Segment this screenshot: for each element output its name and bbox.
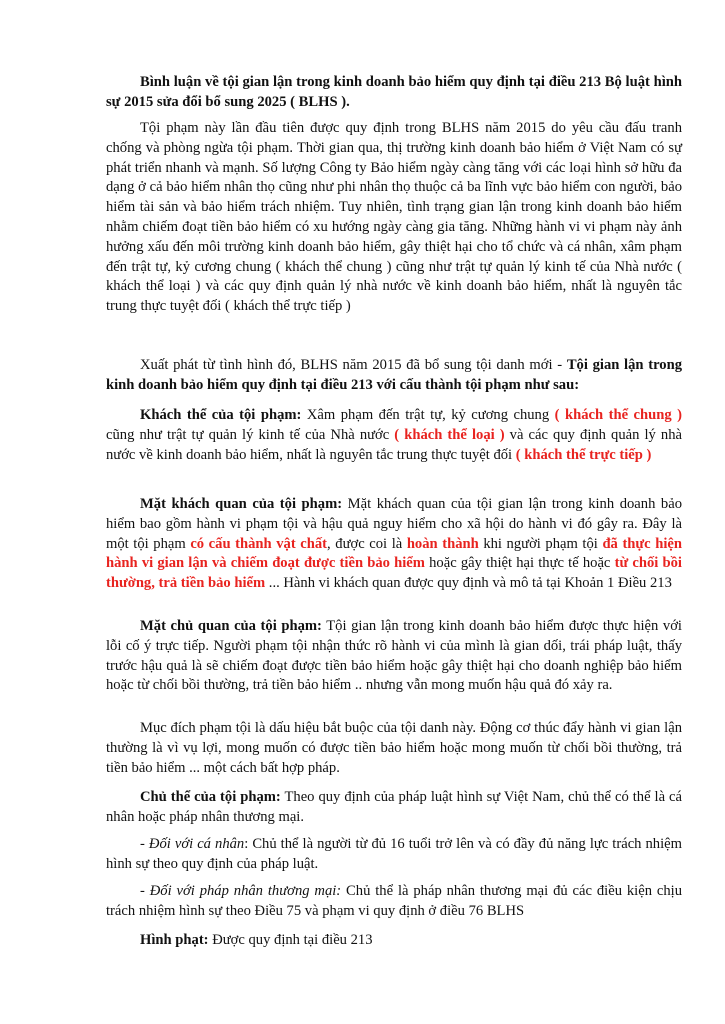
p4-t1: Mặt khách quan của tội gian lận trong kinh doanh bảo hiểm bao gồm hành vi phạm tội và hậu quả nguy hiểm cho xã hội do hành vi đó gây ra. Đây là một tội phạm: [106, 496, 682, 552]
p4-r3: đã thực hiện hành vi gian lận và chiếm đoạt được tiền bảo hiểm: [106, 535, 683, 572]
paragraph-individual: [106, 835, 682, 875]
penalty-label: Hình phạt:: [140, 932, 209, 948]
paragraph-subjective: [106, 617, 682, 696]
paragraph-purpose: Mục đích phạm tội là dấu hiệu bắt buộc của tội danh này. Động cơ thúc đẩy hành vi gian lận thường là vì vụ lợi, mong muốn có được tiền bảo hiểm hoặc mong muốn từ chối bồi thường, trả tiền bảo hiểm ... một cách bất hợp pháp.: [106, 720, 682, 776]
document-title: Bình luận về tội gian lận trong kinh doanh bảo hiểm quy định tại điều 213 Bộ luật hình sự 2015 sửa đổi bổ sung 2025 ( BLHS ).: [106, 74, 682, 110]
p9-t1: Chủ thể là pháp nhân thương mại đủ các điều kiện chịu trách nhiệm hình sự theo Điều 75 và phạm vi quy định ở điều 76 BLHS: [106, 883, 682, 919]
p3-r3: ( khách thể trực tiếp ): [515, 446, 652, 463]
p3-t2: cũng như trật tự quản lý kinh tế của Nhà nước: [106, 426, 395, 443]
objective-label: Mặt khách quan của tội phạm:: [140, 496, 343, 512]
p4-r2: hoàn thành: [406, 535, 479, 552]
p4-t5: ... Hành vi khách quan được quy định và mô tả tại Khoản 1 Điều 213: [265, 575, 672, 592]
p10-t1: Được quy định tại điều 213: [208, 932, 373, 948]
paragraph-new-offense: [106, 356, 682, 396]
object-label: Khách thể của tội phạm:: [140, 407, 302, 423]
p7-t1: Theo quy định của pháp luật hình sự Việt Nam, chủ thể có thể là cá nhân hoặc pháp nhân thương mại.: [106, 789, 682, 825]
p5-t1: Tội gian lận trong kinh doanh bảo hiểm được thực hiện với lỗi cố ý trực tiếp. Người phạm tội nhận thức rõ hành vi của mình là gian dối, trái pháp luật, thấy trước hậu quả là sẽ chiếm đoạt được tiền bảo hiểm hoặc gây thiệt hại cho doanh nghiệp bảo hiểm hoặc từ chối bồi thường, trả tiền bảo hiểm .. nhưng vẫn mong muốn hậu quả đó xảy ra.: [106, 618, 682, 694]
p3-t3: và các quy định quản lý nhà nước về kinh doanh bảo hiểm, nhất là nguyên tắc trung thực tuyệt đối: [106, 426, 682, 463]
intro-paragraph: Tội phạm này lần đầu tiên được quy định trong BLHS năm 2015 do yêu cầu đấu tranh chống và phòng ngừa tội phạm. Thời gian qua, thị trường kinh doanh bảo hiểm ở Việt Nam có sự phát triển nhanh và mạnh. Số lượng Công ty Bảo hiểm ngày càng tăng với các loại hình sở hữu đa dạng ở cả bảo hiểm nhân thọ cũng như phi nhân thọ thuộc cả ba lĩnh vực bảo hiểm con người, bảo hiểm tài sản và bảo hiểm trách nhiệm. Tuy nhiên, tình trạng gian lận trong kinh doanh bảo hiểm nhằm chiếm đoạt tiền bảo hiểm có xu hướng ngày càng gia tăng. Những hành vi vi phạm này ảnh hưởng xấu đến môi trường kinh doanh bảo hiểm, gây thiệt hại cho tổ chức và cá nhân, xâm phạm đến trật tự, kỷ cương chung ( khách thể chung ) cũng như trật tự quản lý kinh tế của Nhà nước ( khách thể loại ) và các quy định quản lý nhà nước về kinh doanh bảo hiểm, nhất là nguyên tắc trung thực tuyệt đối ( khách thể trực tiếp ): [106, 120, 682, 315]
p4-t3: khi người phạm tội: [478, 535, 603, 552]
p2-bold: Tội gian lận trong kinh doanh bảo hiểm quy định tại điều 213 với cấu thành tội phạm như sau:: [106, 357, 683, 393]
subjective-label: Mặt chủ quan của tội phạm:: [140, 618, 322, 634]
paragraph-object: [106, 406, 682, 465]
p3-r2: ( khách thể loại ): [394, 426, 505, 443]
paragraph-legal-entity: [106, 882, 682, 922]
subject-label: Chủ thể của tội phạm:: [140, 789, 281, 805]
paragraph-objective: [106, 495, 682, 594]
individual-label: - Đối với cá nhân: [140, 836, 245, 852]
legal-entity-label: - Đối với pháp nhân thương mại:: [140, 883, 342, 899]
p3-t1: Xâm phạm đến trật tự, kỷ cương chung: [301, 407, 555, 423]
p8-t1: : Chủ thể là người từ đủ 16 tuổi trở lên và có đầy đủ năng lực trách nhiệm hình sự theo quy định của pháp luật.: [106, 836, 682, 872]
p2-text: Xuất phát từ tình hình đó, BLHS năm 2015 đã bổ sung tội danh mới -: [140, 357, 567, 373]
p4-r4: từ chối bồi thường, trả tiền bảo hiểm: [106, 555, 682, 592]
p4-r1: có cấu thành vật chất: [190, 535, 328, 552]
p4-t2: , được coi là: [327, 535, 407, 552]
paragraph-subject: [106, 788, 682, 828]
p4-t4: hoặc gây thiệt hại thực tế hoặc: [424, 555, 615, 572]
paragraph-penalty: [106, 931, 682, 951]
p3-r1: ( khách thể chung ): [554, 407, 682, 423]
